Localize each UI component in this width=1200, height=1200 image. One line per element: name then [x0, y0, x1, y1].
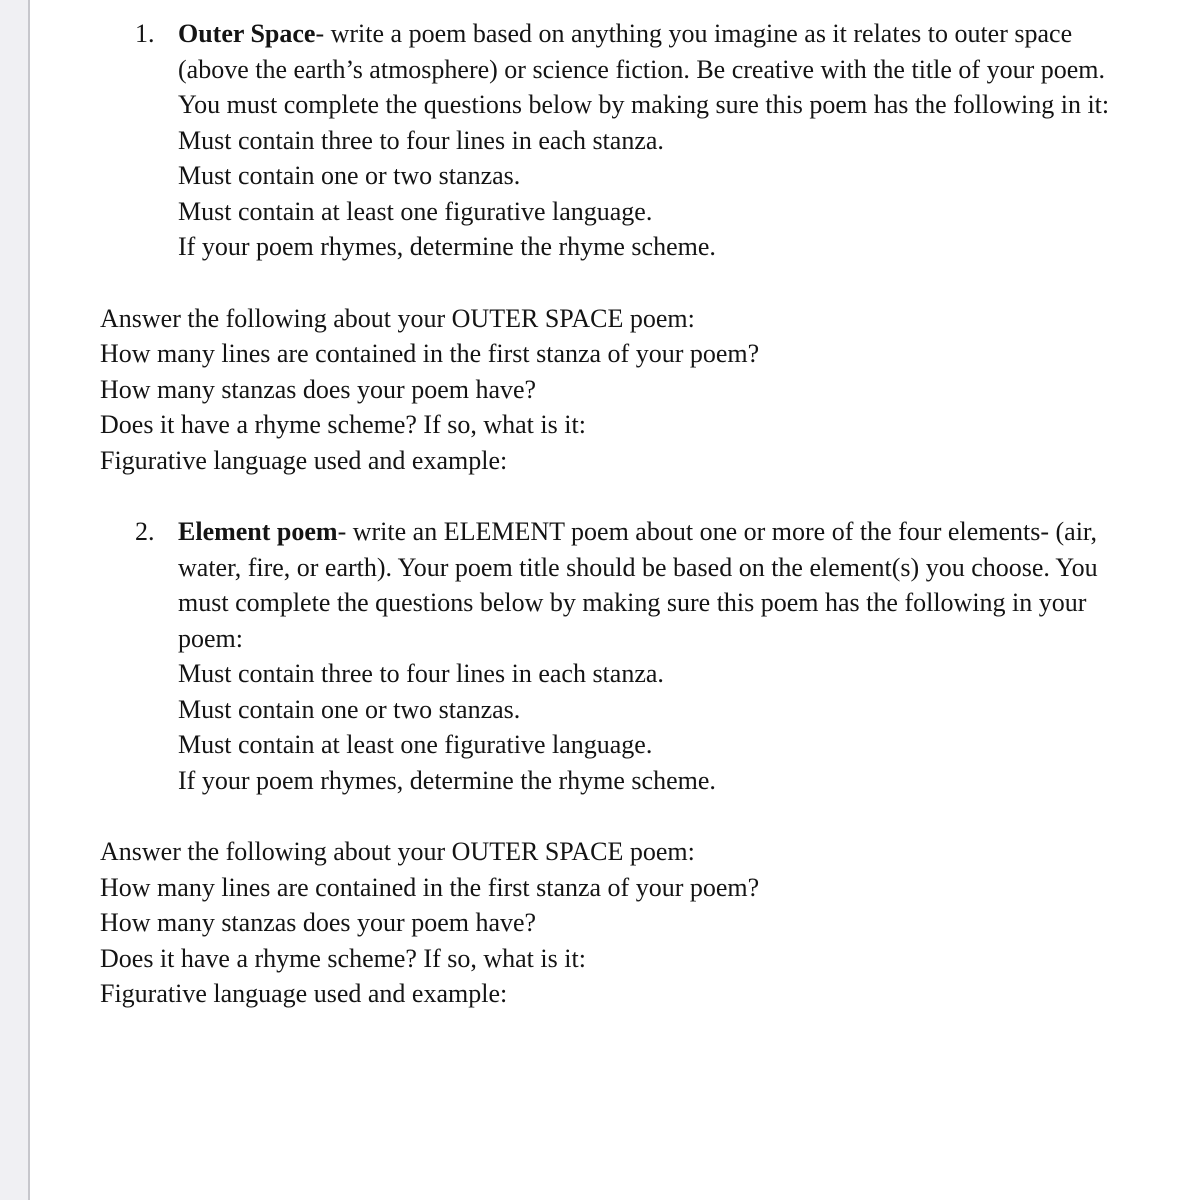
answer-block-1-line: Does it have a rhyme scheme? If so, what is it: [100, 410, 586, 439]
document-page [32, 0, 1200, 1200]
list-item-1-body [178, 16, 1114, 265]
item-1-requirement-line: Must contain three to four lines in each stanza. [178, 125, 664, 155]
item-2-requirement-line: If your poem rhymes, determine the rhyme scheme. [178, 765, 716, 795]
answer-block-1-line: How many stanzas does your poem have? [100, 374, 537, 404]
answer-block-1-line: Figurative language used and example: [100, 445, 508, 475]
list-item-2 [135, 514, 1114, 798]
item-2-intro-text: - write an ELEMENT poem about one or more of the four elements- (air, water, fire, or earth). Your poem title should be based on the element(s) you choose. You must complete the questions below by making sure this poem has the following in your poem: [178, 517, 1098, 653]
answer-block-2-line: Figurative language used and example: [100, 979, 508, 1008]
item-2-requirement-line: Must contain three to four lines in each stanza. [178, 659, 664, 688]
answer-block-1-line: How many lines are contained in the first stanza of your poem? [100, 339, 760, 368]
answer-block-2-line: How many stanzas does your poem have? [100, 908, 537, 937]
list-number-1: 1. [135, 19, 155, 48]
list-number-2: 2. [135, 517, 155, 546]
item-2-title: Element poem [178, 517, 338, 546]
item-2-requirement-line: Must contain at least one figurative language. [178, 730, 653, 759]
item-1-requirement-line: If your poem rhymes, determine the rhyme scheme. [178, 232, 716, 261]
answer-block-2-line: Does it have a rhyme scheme? If so, what is it: [100, 943, 586, 973]
answer-block-2 [100, 834, 1114, 1012]
list-item-2-body [178, 514, 1114, 798]
answer-block-1-line: Answer the following about your OUTER SPACE poem: [100, 303, 695, 333]
item-2-requirement-line: Must contain one or two stanzas. [178, 694, 521, 724]
item-1-requirement-line: Must contain at least one figurative language. [178, 196, 653, 226]
item-1-intro-paragraph [178, 16, 1114, 123]
item-1-intro-text: - write a poem based on anything you imagine as it relates to outer space (above the earth’s atmosphere) or science fiction. Be creative with the title of your poem. You must complete the questions below by making sure this poem has the following in it: [178, 19, 1110, 119]
answer-block-2-line: Answer the following about your OUTER SPACE poem: [100, 837, 695, 866]
answer-block-1 [100, 301, 1114, 479]
item-1-requirement-line: Must contain one or two stanzas. [178, 161, 521, 190]
list-item-1 [135, 16, 1114, 265]
answer-block-2-line: How many lines are contained in the first stanza of your poem? [100, 872, 760, 902]
item-1-title: Outer Space [178, 19, 316, 48]
page-left-edge [0, 0, 30, 1200]
item-2-intro-paragraph [178, 514, 1114, 656]
